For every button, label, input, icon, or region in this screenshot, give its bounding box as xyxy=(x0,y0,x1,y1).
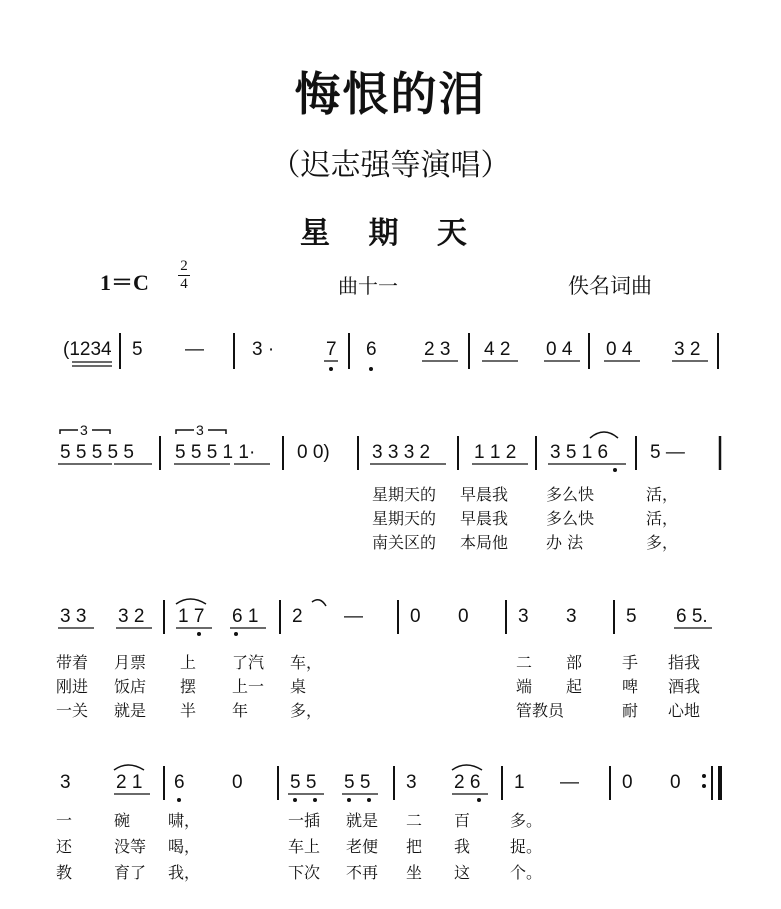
svg-text:—: — xyxy=(560,772,579,793)
svg-text:2 6: 2 6 xyxy=(454,772,481,793)
svg-text:3: 3 xyxy=(196,422,204,438)
lyric-l3-v3-8: 耐 xyxy=(622,701,639,720)
svg-text:5 —: 5 — xyxy=(650,442,685,463)
svg-text:6: 6 xyxy=(174,772,185,793)
svg-text:6 1: 6 1 xyxy=(232,606,259,627)
lyric-l3-v3-4: 年 xyxy=(232,701,249,720)
lyric-l3-v1-5: 车， xyxy=(290,653,323,672)
svg-text:1 7: 1 7 xyxy=(178,606,205,627)
lyric-l4-v3-2: 育了 xyxy=(114,863,147,882)
lyric-l3-v2-1: 刚进 xyxy=(56,677,89,696)
svg-text:6 5.: 6 5. xyxy=(676,606,708,627)
lyric-l3-v1-8: 手 xyxy=(622,653,639,672)
triplet-mark: 3 xyxy=(80,422,88,438)
lyric-l3-v2-6: 端 xyxy=(516,677,533,696)
svg-text:0: 0 xyxy=(670,772,681,793)
performer-subtitle: （迟志强等演唱） xyxy=(270,148,511,183)
tune-name: 曲十一 xyxy=(338,274,398,298)
lyric-l4-v2-8: 捉。 xyxy=(510,837,543,856)
lyric-l3-v3-5: 多， xyxy=(290,701,323,720)
notation-line-2-graphic xyxy=(0,420,781,480)
lyric-l4-v1-7: 百 xyxy=(454,811,471,830)
lyric-l4-v3-7: 这 xyxy=(454,863,471,882)
lyric-l3-v3-1: 一关 xyxy=(56,701,89,720)
svg-text:—: — xyxy=(185,339,204,360)
svg-text:2 1: 2 1 xyxy=(116,772,143,793)
lyric-l3-v2-8: 啤 xyxy=(622,677,639,696)
lyric-verse3-a: 南关区的 xyxy=(372,533,437,552)
notation-line-1-graphic xyxy=(0,325,781,385)
lyric-l4-v3-1: 教 xyxy=(56,863,73,882)
svg-text:2: 2 xyxy=(292,606,303,627)
time-signature-bottom: 4 xyxy=(180,276,188,292)
lyric-l3-v1-4: 了汽 xyxy=(232,653,265,672)
song-section-title: 星 期 天 xyxy=(300,216,481,251)
lyric-l4-v3-4: 下次 xyxy=(288,863,321,882)
svg-text:7: 7 xyxy=(326,339,337,360)
svg-text:5 5: 5 5 xyxy=(344,772,371,793)
lyric-l4-v2-2: 没等 xyxy=(114,837,147,856)
svg-text:0 0): 0 0) xyxy=(297,442,330,463)
lyric-verse1-b: 早晨我 xyxy=(460,485,509,504)
lyric-l4-v1-1: 一 xyxy=(56,811,73,830)
composer-credits: 佚名词曲 xyxy=(568,274,652,298)
lyric-l3-v2-7: 起 xyxy=(566,677,583,696)
lyric-verse1-d: 活， xyxy=(646,485,679,504)
lyric-l4-v2-1: 还 xyxy=(56,837,73,856)
lyric-verse3-d: 多， xyxy=(646,533,679,552)
lyric-l4-v2-6: 把 xyxy=(406,837,423,856)
lyric-l3-v1-3: 上 xyxy=(180,653,197,672)
svg-text:0 4: 0 4 xyxy=(546,339,573,360)
lyric-l3-v3-3: 半 xyxy=(180,701,197,720)
lyric-verse2-c: 多么快 xyxy=(546,509,595,528)
svg-text:6: 6 xyxy=(366,339,377,360)
lyric-l4-v1-8: 多。 xyxy=(510,811,543,830)
lyric-verse1-c: 多么快 xyxy=(546,485,595,504)
svg-text:3 2: 3 2 xyxy=(674,339,701,360)
svg-text:3 ·: 3 · xyxy=(252,339,275,360)
lyric-l4-v3-3: 我， xyxy=(168,863,201,882)
svg-text:5: 5 xyxy=(132,339,143,360)
lyric-verse2-b: 早晨我 xyxy=(460,509,509,528)
page-title: 悔恨的泪 xyxy=(294,67,487,121)
svg-text:3 5 1 6: 3 5 1 6 xyxy=(550,442,609,463)
lyric-l3-v1-6: 二 xyxy=(516,653,533,672)
lyric-l3-v2-3: 摆 xyxy=(180,677,197,696)
intro-notes: (1234 xyxy=(63,339,112,360)
lyric-l4-v2-4: 车上 xyxy=(288,837,321,856)
svg-text:3: 3 xyxy=(566,606,577,627)
notation-line-1 xyxy=(0,325,781,385)
svg-text:3: 3 xyxy=(518,606,529,627)
lyric-l3-v3-2: 就是 xyxy=(114,701,147,720)
svg-text:5 5 5 5 5: 5 5 5 5 5 xyxy=(60,442,134,463)
svg-text:0: 0 xyxy=(458,606,469,627)
lyric-l3-v3-6: 管教员 xyxy=(516,701,565,720)
lyric-l4-v1-4: 一插 xyxy=(288,811,321,830)
notation-line-3 xyxy=(0,596,781,656)
svg-text:5 5 5 1 1·: 5 5 5 1 1· xyxy=(175,442,256,463)
lyric-l4-v2-7: 我 xyxy=(454,837,471,856)
svg-text:1: 1 xyxy=(514,772,525,793)
svg-text:0: 0 xyxy=(232,772,243,793)
lyric-l4-v3-8: 个。 xyxy=(510,863,543,882)
notation-line-2 xyxy=(0,420,781,480)
svg-text:5 5: 5 5 xyxy=(290,772,317,793)
lyric-l4-v3-5: 不再 xyxy=(346,863,379,882)
svg-text:5: 5 xyxy=(626,606,637,627)
lyric-l3-v2-5: 桌 xyxy=(290,677,307,696)
lyric-l4-v1-3: 啸， xyxy=(168,811,201,830)
svg-text:3 3 3 2: 3 3 3 2 xyxy=(372,442,431,463)
lyric-l3-v1-7: 部 xyxy=(566,653,583,672)
svg-text:0: 0 xyxy=(410,606,421,627)
svg-text:1 1 2: 1 1 2 xyxy=(474,442,517,463)
lyric-l3-v1-2: 月票 xyxy=(114,653,147,672)
svg-text:4 2: 4 2 xyxy=(484,339,511,360)
lyric-verse2-a: 星期天的 xyxy=(372,509,437,528)
lyric-verse3-c: 办 法 xyxy=(546,533,584,552)
svg-text:2 3: 2 3 xyxy=(424,339,451,360)
lyric-l4-v3-6: 坐 xyxy=(406,863,423,882)
lyric-l3-v2-4: 上一 xyxy=(232,677,265,696)
lyric-l4-v2-5: 老便 xyxy=(346,837,379,856)
svg-text:0 4: 0 4 xyxy=(606,339,633,360)
lyric-verse1-a: 星期天的 xyxy=(372,485,437,504)
lyric-l4-v1-5: 就是 xyxy=(346,811,379,830)
lyric-l3-v2-2: 饭店 xyxy=(114,677,147,696)
notation-line-3-graphic xyxy=(0,596,781,656)
lyric-l3-v1-1: 带着 xyxy=(56,653,89,672)
svg-text:3 2: 3 2 xyxy=(118,606,145,627)
time-signature xyxy=(178,258,190,293)
lyric-l3-v3-9: 心地 xyxy=(668,701,701,720)
key-signature: 1＝C xyxy=(100,270,149,295)
lyric-l3-v1-9: 指我 xyxy=(668,653,701,672)
svg-text:3: 3 xyxy=(406,772,417,793)
svg-text:0: 0 xyxy=(622,772,633,793)
lyric-verse2-d: 活， xyxy=(646,509,679,528)
svg-text:3: 3 xyxy=(60,772,71,793)
lyric-l4-v1-2: 碗 xyxy=(114,811,131,830)
time-signature-top: 2 xyxy=(180,258,188,274)
lyric-l4-v1-6: 二 xyxy=(406,811,423,830)
lyric-l3-v2-9: 酒我 xyxy=(668,677,701,696)
lyric-verse3-b: 本局他 xyxy=(460,533,509,552)
lyric-l4-v2-3: 喝， xyxy=(168,837,201,856)
svg-text:—: — xyxy=(344,606,363,627)
svg-text:3 3: 3 3 xyxy=(60,606,87,627)
